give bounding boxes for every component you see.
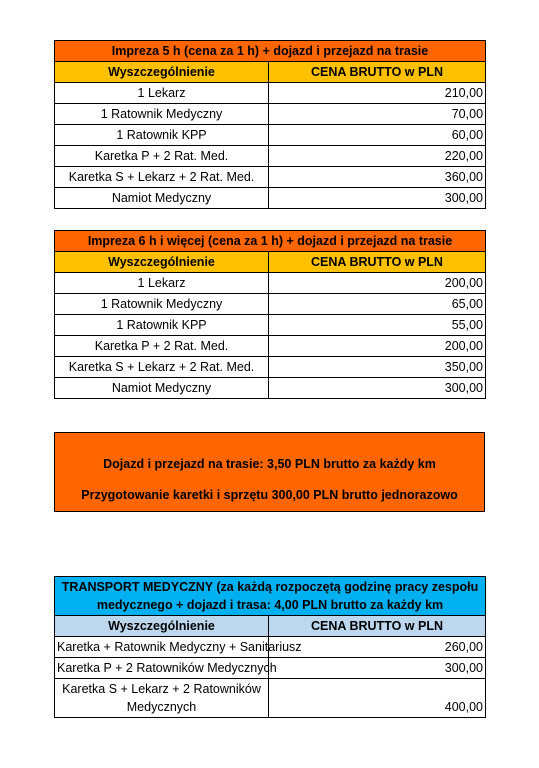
table-row bbox=[55, 336, 486, 357]
row-name: Karetka P + 2 Ratowników Medycznych bbox=[55, 658, 269, 679]
row-price: 60,00 bbox=[269, 125, 486, 146]
table-title: Impreza 5 h (cena za 1 h) + dojazd i przejazd na trasie bbox=[55, 41, 486, 62]
table-row bbox=[55, 679, 486, 718]
table-row bbox=[55, 188, 486, 209]
table-row bbox=[55, 315, 486, 336]
table-row bbox=[55, 637, 486, 658]
table-row bbox=[55, 658, 486, 679]
row-price: 55,00 bbox=[269, 315, 486, 336]
preparation-fee-text: Przygotowanie karetki i sprzętu 300,00 PLN brutto jednorazowo bbox=[81, 488, 458, 502]
row-price: 220,00 bbox=[269, 146, 486, 167]
price-table-5h bbox=[54, 40, 486, 209]
travel-cost-note bbox=[54, 432, 485, 512]
column-header-name: Wyszczególnienie bbox=[55, 62, 269, 83]
row-name: Karetka S + Lekarz + 2 Rat. Med. bbox=[55, 357, 269, 378]
table-row bbox=[55, 294, 486, 315]
table-row bbox=[55, 357, 486, 378]
column-header-price: CENA BRUTTO w PLN bbox=[269, 62, 486, 83]
table-title: Impreza 6 h i więcej (cena za 1 h) + dojazd i przejazd na trasie bbox=[55, 231, 486, 252]
row-name: 1 Ratownik Medyczny bbox=[55, 104, 269, 125]
table-row bbox=[55, 167, 486, 188]
row-price: 210,00 bbox=[269, 83, 486, 104]
table-row bbox=[55, 83, 486, 104]
row-price: 350,00 bbox=[269, 357, 486, 378]
row-name: Namiot Medyczny bbox=[55, 378, 269, 399]
row-price: 300,00 bbox=[269, 658, 486, 679]
row-name: Karetka S + Lekarz + 2 Rat. Med. bbox=[55, 167, 269, 188]
row-name: Namiot Medyczny bbox=[55, 188, 269, 209]
table-row bbox=[55, 104, 486, 125]
row-name: 1 Ratownik Medyczny bbox=[55, 294, 269, 315]
row-name: Karetka P + 2 Rat. Med. bbox=[55, 336, 269, 357]
row-price: 260,00 bbox=[269, 637, 486, 658]
column-header-name: Wyszczególnienie bbox=[55, 252, 269, 273]
row-price: 65,00 bbox=[269, 294, 486, 315]
table-row bbox=[55, 378, 486, 399]
row-price: 200,00 bbox=[269, 336, 486, 357]
table-row bbox=[55, 146, 486, 167]
column-header-price: CENA BRUTTO w PLN bbox=[269, 616, 486, 637]
row-name: 1 Ratownik KPP bbox=[55, 125, 269, 146]
row-name: 1 Ratownik KPP bbox=[55, 315, 269, 336]
row-price: 70,00 bbox=[269, 104, 486, 125]
row-price: 360,00 bbox=[269, 167, 486, 188]
row-name: Karetka P + 2 Rat. Med. bbox=[55, 146, 269, 167]
row-price: 200,00 bbox=[269, 273, 486, 294]
row-name: Karetka + Ratownik Medyczny + Sanitariusz bbox=[55, 637, 269, 658]
column-header-price: CENA BRUTTO w PLN bbox=[269, 252, 486, 273]
price-table-6h bbox=[54, 230, 486, 399]
table-title: TRANSPORT MEDYCZNY (za każdą rozpoczętą godzinę pracy zespołu medycznego + dojazd i trasa: 4,00 PLN brutto za każdy km bbox=[55, 577, 486, 616]
table-row bbox=[55, 125, 486, 146]
medical-transport-table bbox=[54, 576, 486, 718]
row-price: 300,00 bbox=[269, 378, 486, 399]
travel-rate-text: Dojazd i przejazd na trasie: 3,50 PLN brutto za każdy km bbox=[103, 457, 436, 471]
row-name: Karetka S + Lekarz + 2 Ratowników Medycznych bbox=[55, 679, 269, 718]
table-row bbox=[55, 273, 486, 294]
row-price: 400,00 bbox=[269, 679, 486, 718]
row-name: 1 Lekarz bbox=[55, 273, 269, 294]
row-price: 300,00 bbox=[269, 188, 486, 209]
column-header-name: Wyszczególnienie bbox=[55, 616, 269, 637]
row-name: 1 Lekarz bbox=[55, 83, 269, 104]
